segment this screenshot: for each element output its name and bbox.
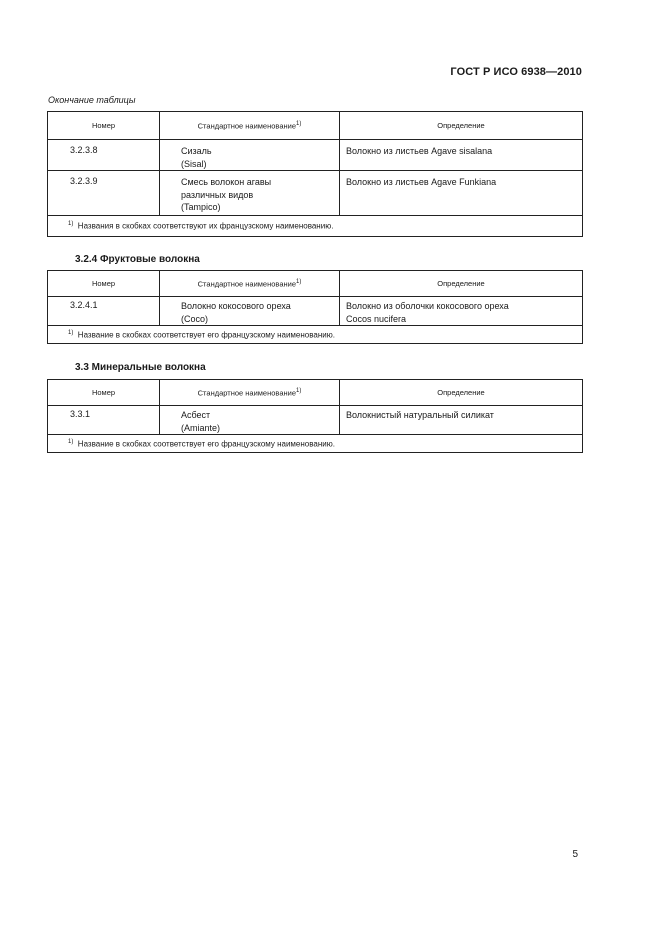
col-header-name: Стандартное наименование$^{1)}$: [160, 380, 340, 406]
table-footnote-row: [48, 216, 583, 237]
col-header-definition: Определение: [340, 380, 583, 406]
fiber-table-3-2-3: [47, 111, 583, 237]
section-title-fruit-fibers: 3.2.4 Фруктовые волокна: [75, 254, 200, 265]
table-footnote-row: [48, 326, 583, 344]
row-standard-name: Асбест (Amiante): [160, 406, 340, 435]
col-header-name: Стандартное наименование$^{1)}$: [160, 271, 340, 297]
row-definition: Волокно из листьев Agave Funkiana: [340, 171, 583, 216]
col-header-number: Номер: [48, 380, 160, 406]
row-definition: Волокнистый натуральный силикат: [340, 406, 583, 435]
section-title-mineral-fibers: 3.3 Минеральные волокна: [75, 362, 206, 373]
row-standard-name: Смесь волокон агавы различных видов (Tampico): [160, 171, 340, 216]
col-header-name: Стандартное наименование$^{1)}$: [160, 112, 340, 140]
page-number: 5: [572, 849, 578, 860]
table-footnote: $^{1)}$ Названия в скобках соответствуют их французскому наименованию.: [48, 216, 583, 237]
fiber-table-3-3: [47, 379, 583, 453]
table-footnote: $^{1)}$ Название в скобках соответствует его французскому наименованию.: [48, 326, 583, 344]
table-footnote-row: [48, 435, 583, 453]
row-definition: Волокно из оболочки кокосового ореха Cocos nucifera: [340, 297, 583, 326]
row-definition: Волокно из листьев Agave sisalana: [340, 140, 583, 171]
table-header-row: [48, 112, 583, 140]
table-header-row: [48, 271, 583, 297]
table-row: [48, 171, 583, 216]
row-number: 3.2.3.8: [48, 140, 160, 171]
row-standard-name: Волокно кокосового ореха (Coco): [160, 297, 340, 326]
col-header-number: Номер: [48, 271, 160, 297]
table-row: [48, 297, 583, 326]
row-number: 3.2.3.9: [48, 171, 160, 216]
row-number: 3.3.1: [48, 406, 160, 435]
col-header-definition: Определение: [340, 112, 583, 140]
row-number: 3.2.4.1: [48, 297, 160, 326]
table-header-row: [48, 380, 583, 406]
table-row: [48, 140, 583, 171]
col-header-number: Номер: [48, 112, 160, 140]
table-continuation-label: Окончание таблицы: [48, 95, 136, 105]
document-header: ГОСТ Р ИСО 6938—2010: [450, 66, 582, 78]
col-header-definition: Определение: [340, 271, 583, 297]
row-standard-name: Сизаль (Sisal): [160, 140, 340, 171]
table-footnote: $^{1)}$ Название в скобках соответствует его французскому наименованию.: [48, 435, 583, 453]
table-row: [48, 406, 583, 435]
fiber-table-3-2-4: [47, 270, 583, 344]
